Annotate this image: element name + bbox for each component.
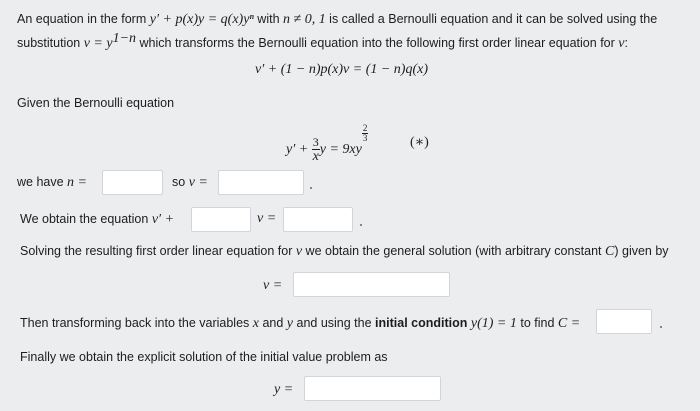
intro-line-1 <box>17 12 657 28</box>
given-label: Given the Bernoulli equation <box>17 96 175 110</box>
exponent-fraction <box>362 124 369 143</box>
n-equals: n = <box>67 175 87 190</box>
given-eq-mid: y = 9xy <box>319 142 362 157</box>
y-final-label: y = <box>274 382 294 397</box>
transform-text <box>20 316 580 332</box>
period-dot <box>310 187 312 189</box>
transform-x: x <box>252 316 259 331</box>
coefficient-input[interactable] <box>191 207 251 232</box>
given-fraction <box>312 136 320 163</box>
fraction-numerator: 3 <box>312 135 319 150</box>
intro-text-c: is called a Bernoulli equation and it can be solved using the <box>325 12 658 26</box>
exponent-numerator: 2 <box>362 123 368 133</box>
so-text: so <box>172 175 189 189</box>
intro-text-b: with <box>253 12 284 26</box>
given-equation <box>286 124 368 163</box>
we-have-label <box>17 175 87 191</box>
intro-text-f: : <box>624 36 628 51</box>
equation-tag: (∗) <box>410 135 429 150</box>
n-answer-input[interactable] <box>102 170 163 195</box>
v-substitution-input[interactable] <box>218 170 304 195</box>
we-have-text: we have <box>17 175 68 189</box>
intro-text-a: An equation in the form <box>17 12 150 26</box>
transform-d: to find <box>516 316 558 330</box>
rhs-input[interactable] <box>283 207 353 232</box>
period-dot-2 <box>360 224 362 226</box>
v-prime-plus: v′ + <box>151 212 175 227</box>
intro-text-d: substitution <box>17 36 84 51</box>
c-equals: C = <box>557 316 581 331</box>
v-equals: v = <box>188 175 208 190</box>
exponent-denominator: 3 <box>362 133 368 143</box>
explicit-solution-input[interactable] <box>304 376 441 401</box>
transform-y: y <box>286 316 294 331</box>
linear-equation: v′ + (1 − n)p(x)v = (1 − n)q(x) <box>255 62 429 77</box>
bernoulli-form: y′ + p(x)y = q(x)yⁿ <box>149 12 254 27</box>
substitution: v = y <box>83 36 113 52</box>
general-solution-input[interactable] <box>293 272 450 297</box>
transform-c: and using the <box>293 316 376 330</box>
obtain-text: We obtain the equation <box>20 212 152 226</box>
given-eq-lhs: y′ + <box>286 142 312 157</box>
initial-condition-bold: initial condition <box>375 316 468 330</box>
solving-text <box>20 244 669 260</box>
intro-line-2 <box>17 31 628 52</box>
period-dot-3 <box>660 326 662 328</box>
initial-condition: y(1) = 1 <box>470 316 517 331</box>
substitution-exponent: 1−n <box>112 31 137 46</box>
transform-b: and <box>258 316 287 330</box>
intro-text-e: which transforms the Bernoulli equation into the following first order linear equation for <box>136 36 619 51</box>
obtain-label <box>20 212 174 228</box>
solving-text-c: ) given by <box>614 244 669 258</box>
solving-var: v <box>295 244 303 259</box>
constant-c-input[interactable] <box>596 309 652 334</box>
solving-text-a: Solving the resulting first order linear equation for <box>20 244 296 258</box>
so-v-label <box>172 175 208 191</box>
n-condition: n ≠ 0, 1 <box>283 12 326 27</box>
v-equals-obtain: v = <box>257 211 277 226</box>
solving-text-b: we obtain the general solution (with arbitrary constant <box>302 244 606 258</box>
solving-const: C <box>605 244 615 259</box>
v-general-label: v = <box>263 278 283 293</box>
finally-text: Finally we obtain the explicit solution of the initial value problem as <box>20 350 388 364</box>
intro-var-v: v <box>618 36 625 52</box>
transform-a: Then transforming back into the variables <box>20 316 253 330</box>
fraction-denominator: x <box>312 149 319 165</box>
